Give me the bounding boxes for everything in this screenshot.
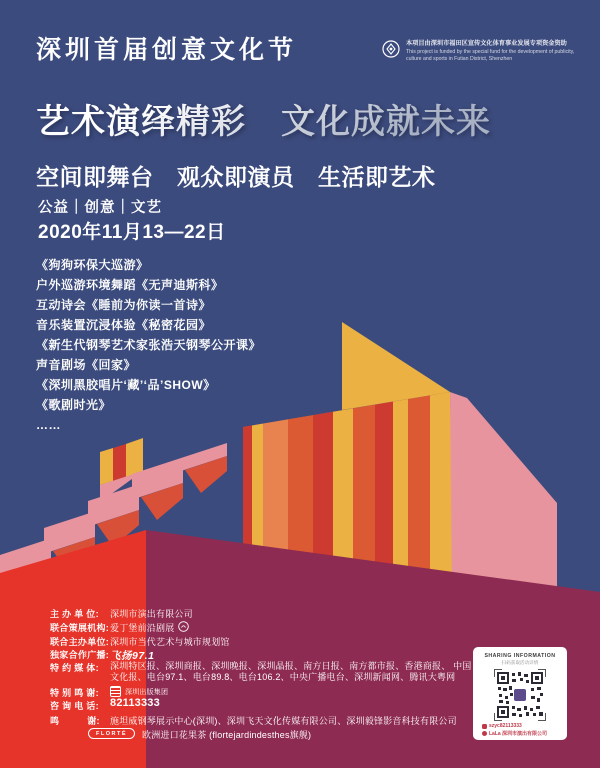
- wechat-account-row: [482, 723, 567, 729]
- qr-code: [494, 669, 546, 721]
- weibo-icon: [482, 731, 487, 736]
- hotline-number: 82113333: [110, 697, 160, 709]
- event-item: 声音剧场《回家》: [36, 358, 137, 372]
- event-item: 户外巡游环境舞蹈《无声迪斯科》: [36, 278, 224, 292]
- credit-row-florte: [88, 728, 311, 741]
- wechat-account: szyc82113333: [489, 723, 522, 729]
- credit-value: 施坦威钢琴展示中心(深圳)、深圳飞天文化传媒有限公司、深圳毅锋影音科技有限公司: [110, 716, 457, 726]
- credit-row-organizer: [50, 607, 193, 620]
- event-item: ……: [36, 418, 61, 432]
- event-item: 音乐装置沉浸体验《秘密花园》: [36, 318, 212, 332]
- platform-account-row: [482, 730, 567, 737]
- qr-sharing-panel: [473, 647, 567, 740]
- credit-row-co-curator: [50, 621, 189, 634]
- florte-text: 欧洲进口花果茶 (flortejardindesthes旗舰): [142, 730, 312, 740]
- event-item: 《新生代钢琴艺术家张浩天钢琴公开课》: [36, 338, 262, 352]
- florte-badge: FLORTÉ: [88, 728, 135, 739]
- media-list-line2: 中国文化报、电台97.1、电台89.8、电台106.2、中央广播电台、深圳新闻网、腾讯大粤网: [110, 661, 472, 682]
- funding-text-zh: 本项目由深圳市福田区宣传文化体育事业发展专项资金资助: [406, 40, 567, 47]
- wechat-icon: [482, 724, 487, 729]
- credit-label: 特 约 媒 体:: [50, 663, 99, 673]
- media-list-line1: 深圳特区报、深圳商报、深圳晚报、深圳晶报、南方日报、南方都市报、香港商报、: [110, 661, 451, 671]
- credit-label: 主 办 单 位:: [50, 609, 99, 619]
- credit-value: 深圳出版集团: [125, 689, 169, 696]
- credit-value: 深圳市演出有限公司: [110, 609, 193, 619]
- credit-row-hotline: [50, 699, 160, 712]
- credit-label: 联合策展机构:: [50, 623, 110, 633]
- sharing-subtitle: 扫码获取活动详情: [501, 660, 539, 665]
- credit-row-co-organizer: [50, 635, 230, 648]
- slogan: 空间即舞台 观众即演员 生活即艺术: [36, 164, 436, 190]
- qr-code-image: [497, 672, 543, 718]
- funding-text-en-1: This project is funded by the special fund for the development of publicity,: [406, 49, 575, 56]
- dates-line: 2020年11月13—22日: [38, 222, 226, 243]
- credit-label: 鸣 谢:: [50, 716, 100, 726]
- tags-line: 公益｜创意｜文艺: [38, 200, 162, 216]
- event-item: 《歌剧时光》: [36, 398, 112, 412]
- sharing-title: SHARING INFORMATION: [484, 653, 556, 659]
- credit-value: 爱丁堡前沿剧展: [110, 623, 175, 633]
- event-item: 《深圳黑胶唱片‘藏’‘品’SHOW》: [36, 378, 216, 392]
- credit-row-media: [50, 661, 472, 683]
- credit-label: 独家合作广播:: [50, 650, 110, 660]
- credit-label: 特 别 鸣 谢:: [50, 688, 99, 698]
- platform-account: LaLa 深圳市演出有限公司: [489, 731, 548, 737]
- edinburgh-stamp-icon: [178, 621, 189, 632]
- credit-value: 深圳市当代艺术与城市规划馆: [110, 637, 230, 647]
- publishing-group-logo-icon: [110, 686, 121, 697]
- credit-label: 联合主办单位:: [50, 637, 110, 647]
- fm971-logo: 飞扬97.1: [110, 650, 155, 662]
- page-title: 深圳首届创意文化节: [36, 36, 298, 64]
- credit-row-thanks: [50, 714, 457, 727]
- credit-label: 咨 询 电 话:: [50, 701, 99, 711]
- event-item: 互动诗会《睡前为你读一首诗》: [36, 298, 212, 312]
- main-title: 艺术演绎精彩 文化成就未来: [36, 94, 491, 143]
- funding-text-en-2: culture and sports in Futian District, Shenzhen: [406, 56, 513, 63]
- event-item: 《狗狗环保大巡游》: [36, 258, 149, 272]
